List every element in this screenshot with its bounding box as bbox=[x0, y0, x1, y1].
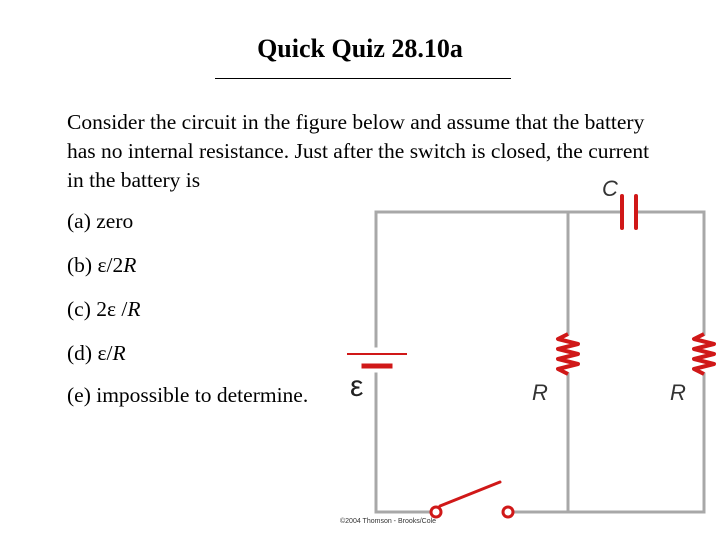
switch bbox=[431, 482, 513, 517]
battery-symbol bbox=[348, 354, 406, 366]
resistor-right-label: R bbox=[670, 380, 686, 405]
option-b-text: (b) ε/2 bbox=[67, 253, 124, 277]
title-underline bbox=[215, 78, 511, 79]
option-c bbox=[67, 297, 141, 322]
circuit-figure bbox=[336, 174, 720, 530]
top-wire-right bbox=[636, 212, 704, 334]
circuit-wires bbox=[376, 212, 704, 512]
option-b-variable: R bbox=[123, 253, 137, 277]
copyright-text: ©2004 Thomson - Brooks/Cole bbox=[340, 518, 437, 525]
option-a-text: (a) zero bbox=[67, 209, 134, 233]
left-wire-bottom bbox=[376, 374, 432, 512]
capacitor-label: C bbox=[602, 176, 618, 201]
circuit-diagram bbox=[336, 174, 720, 530]
option-a bbox=[67, 209, 133, 234]
option-e-text: (e) impossible to determine. bbox=[67, 383, 309, 407]
resistor-right bbox=[694, 334, 714, 374]
capacitor-symbol bbox=[622, 196, 636, 228]
option-c-variable: R bbox=[127, 297, 141, 321]
resistor-left bbox=[558, 334, 578, 374]
option-d-variable: R bbox=[112, 341, 126, 365]
question-text: Consider the circuit in the figure below and assume that the battery has no internal resistance. Just after the switch is closed, the current in the battery is bbox=[67, 110, 650, 192]
emf-label: ε bbox=[350, 370, 364, 403]
option-d bbox=[67, 341, 126, 366]
option-d-text: (d) ε/ bbox=[67, 341, 113, 365]
resistor-left-label: R bbox=[532, 380, 548, 405]
option-e bbox=[67, 383, 308, 408]
option-b bbox=[67, 253, 136, 278]
slide-title: Quick Quiz 28.10a bbox=[257, 34, 463, 63]
option-c-text: (c) 2ε / bbox=[67, 297, 128, 321]
